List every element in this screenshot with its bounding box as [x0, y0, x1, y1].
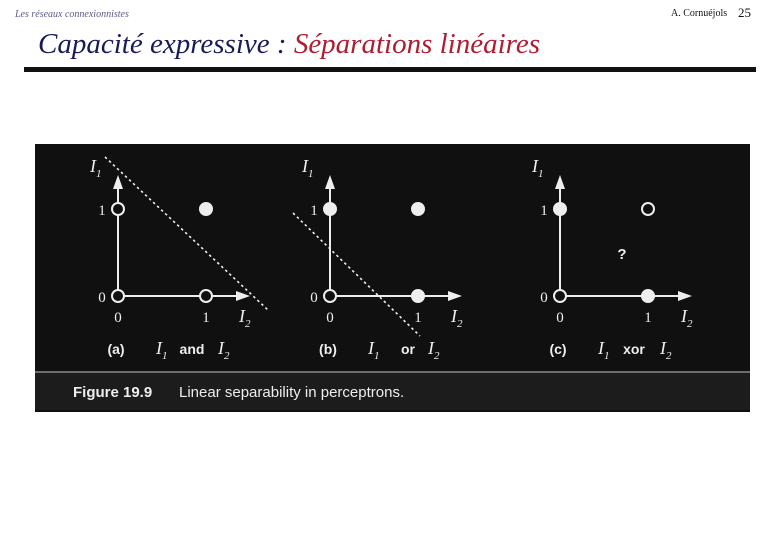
panel-operator: xor — [623, 341, 645, 357]
separator-line — [105, 157, 268, 310]
panel-var-right: $I_2$ — [428, 338, 440, 362]
x-tick-one: 1 — [644, 310, 652, 326]
separator-line — [293, 213, 420, 336]
x-tick-zero: 0 — [326, 310, 334, 326]
open-point — [642, 203, 654, 215]
title-highlight: Séparations linéaires — [293, 28, 541, 60]
figure-canvas — [35, 144, 750, 412]
y-axis-label: $I_1$ — [532, 156, 544, 180]
figure-caption-text: Linear separability in perceptrons. — [179, 384, 405, 401]
y-axis-label: $I_1$ — [302, 156, 314, 180]
panel-operator: and — [179, 341, 205, 357]
question-mark: ? — [617, 246, 627, 263]
y-axis-arrow — [555, 175, 565, 189]
x-axis-arrow — [236, 291, 250, 301]
panel-xor — [540, 175, 692, 357]
filled-point — [412, 290, 424, 302]
y-tick-zero: 0 — [540, 290, 548, 306]
panel-and — [98, 157, 268, 357]
y-tick-one: 1 — [310, 203, 318, 219]
x-tick-zero: 0 — [114, 310, 122, 326]
x-axis-label: $I_2$ — [681, 306, 693, 330]
title-rule — [24, 67, 756, 72]
filled-point — [642, 290, 654, 302]
panel-var-left: $I_1$ — [598, 338, 610, 362]
open-point — [112, 203, 124, 215]
panel-letter: (b) — [319, 341, 337, 357]
filled-point — [412, 203, 424, 215]
filled-point — [200, 203, 212, 215]
y-tick-zero: 0 — [310, 290, 318, 306]
y-tick-one: 1 — [98, 203, 106, 219]
open-point — [200, 290, 212, 302]
slide-title — [38, 28, 540, 61]
panel-var-left: $I_1$ — [156, 338, 168, 362]
y-axis-arrow — [113, 175, 123, 189]
perceptron-figure — [35, 144, 750, 412]
title-main: Capacité expressive : — [38, 28, 287, 60]
open-point — [554, 290, 566, 302]
panel-var-left: $I_1$ — [368, 338, 380, 362]
panel-letter: (c) — [549, 341, 567, 357]
panel-operator: or — [401, 341, 415, 357]
author-name: A. Cornuéjols — [671, 8, 728, 19]
filled-point — [554, 203, 566, 215]
x-tick-one: 1 — [414, 310, 422, 326]
y-axis-arrow — [325, 175, 335, 189]
x-axis-arrow — [678, 291, 692, 301]
x-tick-zero: 0 — [556, 310, 564, 326]
y-tick-one: 1 — [540, 203, 548, 219]
open-point — [112, 290, 124, 302]
filled-point — [324, 203, 336, 215]
page-number: 25 — [738, 5, 751, 20]
panel-or — [293, 175, 462, 357]
open-point — [324, 290, 336, 302]
panel-var-right: $I_2$ — [218, 338, 230, 362]
x-tick-one: 1 — [202, 310, 210, 326]
y-tick-zero: 0 — [98, 290, 106, 306]
figure-caption-number: Figure 19.9 — [73, 384, 153, 401]
panel-var-right: $I_2$ — [660, 338, 672, 362]
section-header: Les réseaux connexionnistes — [15, 9, 129, 20]
x-axis-label: $I_2$ — [239, 306, 251, 330]
y-axis-label: $I_1$ — [90, 156, 102, 180]
panel-letter: (a) — [107, 341, 125, 357]
x-axis-label: $I_2$ — [451, 306, 463, 330]
x-axis-arrow — [448, 291, 462, 301]
